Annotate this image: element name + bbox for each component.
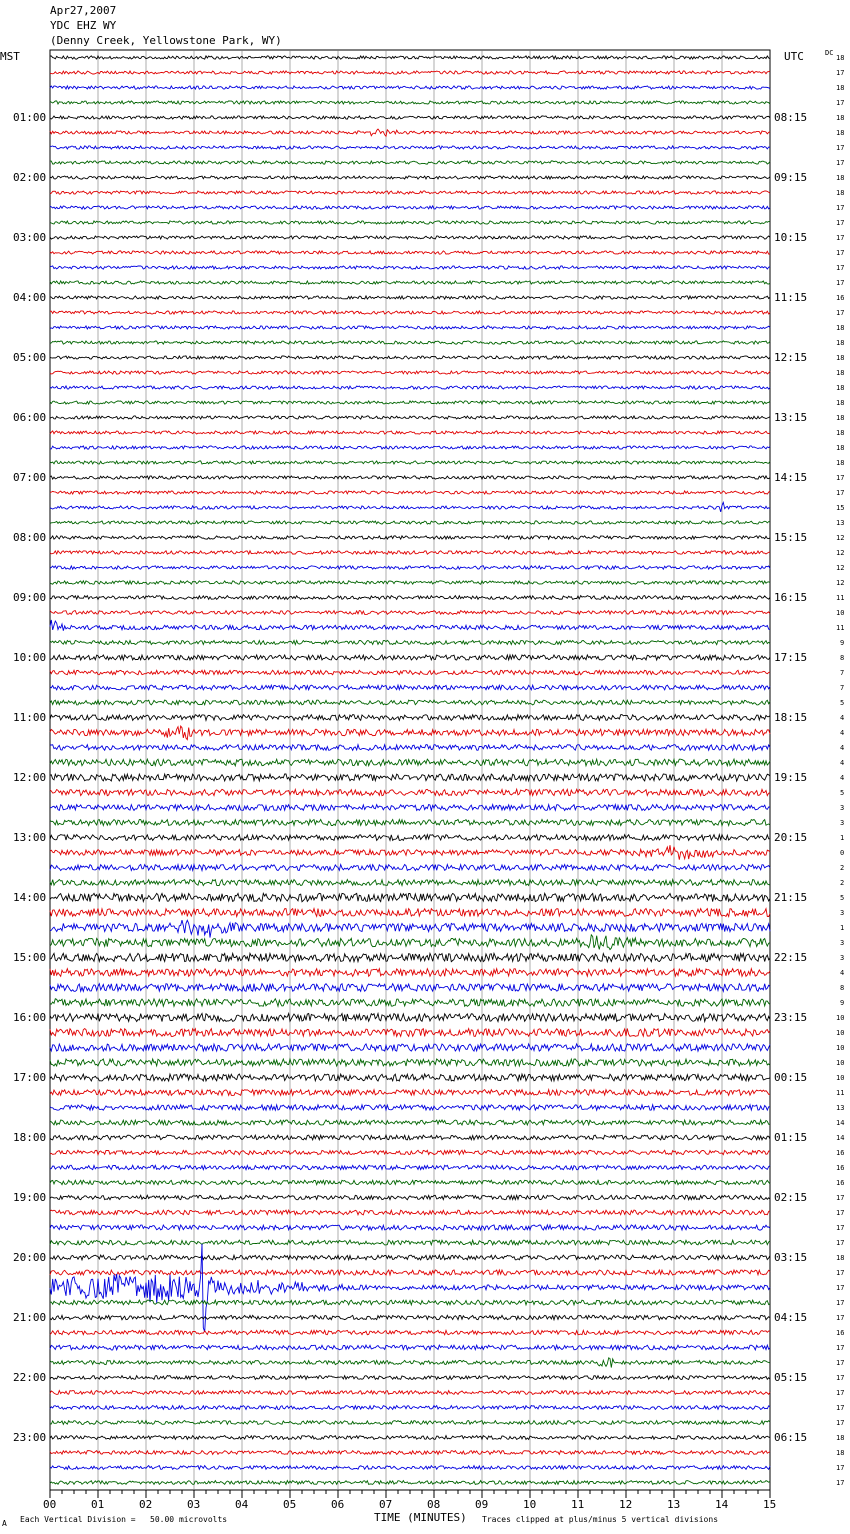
seismic-trace <box>50 1105 770 1110</box>
dc-offset-value: 9 <box>840 998 845 1007</box>
left-hour-label: 16:00 <box>13 1010 47 1024</box>
dc-offset-value: 18 <box>836 458 845 467</box>
left-hour-label: 15:00 <box>13 950 47 964</box>
left-hour-label: 13:00 <box>13 830 47 844</box>
x-tick-label: 13 <box>667 1498 681 1511</box>
seismic-trace <box>50 820 770 826</box>
dc-offset-value: 0 <box>840 848 845 857</box>
dc-offset-value: 16 <box>836 1148 845 1157</box>
right-hour-label: 06:15 <box>774 1430 808 1444</box>
right-hour-label: 12:15 <box>774 350 808 364</box>
dc-offset-value: 18 <box>836 113 845 122</box>
right-hour-label: 16:15 <box>774 590 808 604</box>
dc-offset-value: 7 <box>840 683 845 692</box>
right-hour-label: 01:15 <box>774 1130 808 1144</box>
dc-offset-value: 13 <box>836 1103 845 1112</box>
seismic-trace <box>50 1044 770 1051</box>
left-hour-label: 18:00 <box>13 1130 47 1144</box>
right-hour-label: 00:15 <box>774 1070 808 1084</box>
seismic-trace <box>50 1074 770 1081</box>
left-hour-label: 12:00 <box>13 770 47 784</box>
seismic-trace <box>50 1165 770 1169</box>
dc-offset-value: 2 <box>840 878 845 887</box>
x-tick-label: 15 <box>763 1498 777 1511</box>
dc-offset-value: 17 <box>836 1268 845 1277</box>
right-hour-label: 04:15 <box>774 1310 808 1324</box>
left-timezone-label: MST <box>0 50 20 63</box>
dc-offset-value: 17 <box>836 1388 845 1397</box>
trace-lines <box>50 56 770 1485</box>
seismic-trace <box>50 1195 770 1199</box>
seismic-trace <box>50 1029 770 1037</box>
seismic-trace <box>50 191 770 194</box>
dc-offset-value: 17 <box>836 248 845 257</box>
right-timezone-label: UTC <box>784 50 804 63</box>
seismic-trace <box>50 805 770 811</box>
dc-offset-value: 17 <box>836 143 845 152</box>
seismic-trace <box>50 984 770 992</box>
seismic-trace <box>50 1135 770 1140</box>
dc-offset-value: 18 <box>836 383 845 392</box>
left-hour-label: 08:00 <box>13 530 47 544</box>
dc-offset-value: 13 <box>836 518 845 527</box>
dc-offset-value: 18 <box>836 368 845 377</box>
station-code: YDC EHZ WY <box>50 19 117 32</box>
seismic-trace <box>50 969 770 977</box>
seismic-trace <box>50 759 770 766</box>
dc-offset-value: 12 <box>836 533 845 542</box>
dc-offset-value: 11 <box>836 593 845 602</box>
seismic-trace <box>50 176 770 179</box>
dc-offset-value: 17 <box>836 1193 845 1202</box>
dc-offset-value: 18 <box>836 353 845 362</box>
seismic-trace <box>50 1225 770 1230</box>
dc-offset-value: 14 <box>836 1118 845 1127</box>
seismic-trace <box>50 1059 770 1066</box>
dc-offset-value: 10 <box>836 1028 845 1037</box>
left-hour-label: 22:00 <box>13 1370 47 1384</box>
seismic-trace <box>50 893 770 901</box>
dc-offset-value: 17 <box>836 263 845 272</box>
dc-offset-value: 4 <box>840 968 845 977</box>
dc-offset-value: 10 <box>836 608 845 617</box>
dc-offset-value: 16 <box>836 293 845 302</box>
seismic-trace <box>50 1358 770 1368</box>
seismic-trace <box>50 920 770 938</box>
seismic-trace <box>50 1406 770 1410</box>
dc-offset-value: 17 <box>836 233 845 242</box>
dc-offset-value: 4 <box>840 758 845 767</box>
seismic-trace <box>50 281 770 284</box>
right-hour-label: 11:15 <box>774 290 808 304</box>
seismic-trace <box>50 880 770 886</box>
x-tick-label: 14 <box>715 1498 729 1511</box>
dc-offset-value: 18 <box>836 428 845 437</box>
right-hour-label: 18:15 <box>774 710 808 724</box>
dc-offset-value: 17 <box>836 278 845 287</box>
x-tick-label: 08 <box>427 1498 441 1511</box>
left-hour-label: 03:00 <box>13 230 47 244</box>
left-hour-label: 06:00 <box>13 410 47 424</box>
seismic-trace <box>50 1014 770 1022</box>
seismic-trace <box>50 56 770 59</box>
seismic-trace <box>50 356 770 359</box>
x-tick-label: 11 <box>571 1498 585 1511</box>
dc-offset-value: 12 <box>836 563 845 572</box>
seismic-trace <box>50 1090 770 1096</box>
seismic-trace <box>50 476 770 479</box>
dc-offset-value: 4 <box>840 728 845 737</box>
dc-offset-value: 4 <box>840 773 845 782</box>
x-tick-label: 02 <box>139 1498 153 1511</box>
right-hour-label: 09:15 <box>774 170 808 184</box>
x-tick-label: 05 <box>283 1498 297 1511</box>
seismic-trace <box>50 116 770 119</box>
dc-offset-header: DC <box>825 49 834 57</box>
seismic-trace <box>50 461 770 464</box>
dc-offset-value: 17 <box>836 1283 845 1292</box>
seismic-trace <box>50 129 770 136</box>
seismic-trace <box>50 431 770 434</box>
dc-offset-value: 18 <box>836 1253 845 1262</box>
left-hour-label: 02:00 <box>13 170 47 184</box>
dc-offset-value: 3 <box>840 953 845 962</box>
x-tick-label: 07 <box>379 1498 393 1511</box>
seismic-trace <box>50 700 770 705</box>
left-hour-label: 14:00 <box>13 890 47 904</box>
seismic-trace <box>50 685 770 690</box>
right-hour-label: 20:15 <box>774 830 808 844</box>
seismic-trace <box>50 491 770 494</box>
dc-offset-value: 10 <box>836 1058 845 1067</box>
seismic-trace <box>50 1210 770 1215</box>
seismic-trace <box>50 311 770 314</box>
x-tick-label: 04 <box>235 1498 249 1511</box>
dc-offset-value: 3 <box>840 803 845 812</box>
dc-offset-value: 17 <box>836 218 845 227</box>
dc-offset-value: 4 <box>840 713 845 722</box>
seismic-trace <box>50 446 770 449</box>
left-hour-label: 23:00 <box>13 1430 47 1444</box>
seismic-trace <box>50 1300 770 1305</box>
right-hour-label: 08:15 <box>774 110 808 124</box>
dc-offset-value: 1 <box>840 923 845 932</box>
seismic-trace <box>50 1451 770 1455</box>
seismic-trace <box>50 715 770 721</box>
right-hour-label: 13:15 <box>774 410 808 424</box>
seismic-trace <box>50 161 770 164</box>
seismic-trace <box>50 1240 770 1245</box>
dc-offset-value: 17 <box>836 1478 845 1487</box>
dc-offset-value: 16 <box>836 1328 845 1337</box>
dc-offset-value: 17 <box>836 1373 845 1382</box>
seismic-trace <box>50 386 770 389</box>
dc-offset-value: 11 <box>836 1088 845 1097</box>
seismic-trace <box>50 206 770 209</box>
seismic-trace <box>50 596 770 600</box>
seismic-trace <box>50 655 770 660</box>
right-hour-label: 15:15 <box>774 530 808 544</box>
dc-offset-value: 18 <box>836 338 845 347</box>
dc-offset-value: 5 <box>840 893 845 902</box>
seismic-trace <box>50 1481 770 1485</box>
x-axis-ticks <box>50 1490 770 1498</box>
dc-offset-value: 3 <box>840 908 845 917</box>
x-tick-label: 01 <box>91 1498 105 1511</box>
dc-offset-value: 17 <box>836 1403 845 1412</box>
record-date: Apr27,2007 <box>50 4 117 17</box>
seismic-trace <box>50 566 770 570</box>
seismic-trace <box>50 341 770 344</box>
right-hour-label: 05:15 <box>774 1370 808 1384</box>
dc-offset-value: 17 <box>836 1358 845 1367</box>
x-tick-label: 06 <box>331 1498 345 1511</box>
dc-offset-value: 18 <box>836 83 845 92</box>
dc-offset-value: 10 <box>836 1043 845 1052</box>
dc-offset-value: 15 <box>836 503 845 512</box>
dc-offset-value: 16 <box>836 1163 845 1172</box>
x-axis-title: TIME (MINUTES) <box>374 1511 467 1524</box>
dc-offset-value: 18 <box>836 323 845 332</box>
seismic-trace <box>50 845 770 860</box>
x-tick-label: 03 <box>187 1498 201 1511</box>
left-hour-label: 20:00 <box>13 1250 47 1264</box>
seismic-trace <box>50 1421 770 1425</box>
dc-offset-value: 17 <box>836 203 845 212</box>
seismic-trace <box>50 935 770 950</box>
dc-offset-value: 9 <box>840 638 845 647</box>
x-tick-label: 00 <box>43 1498 57 1511</box>
seismic-trace <box>50 581 770 585</box>
right-hour-label: 19:15 <box>774 770 808 784</box>
seismic-trace <box>50 296 770 299</box>
seismic-trace <box>50 416 770 419</box>
station-location: (Denny Creek, Yellowstone Park, WY) <box>50 34 282 47</box>
left-hour-label: 11:00 <box>13 710 47 724</box>
right-hour-label: 22:15 <box>774 950 808 964</box>
dc-offset-value: 17 <box>836 1298 845 1307</box>
dc-offset-value: 17 <box>836 1238 845 1247</box>
left-hour-label: 01:00 <box>13 110 47 124</box>
dc-offset-value: 17 <box>836 68 845 77</box>
left-hour-label: 21:00 <box>13 1310 47 1324</box>
dc-offset-value: 2 <box>840 863 845 872</box>
dc-offset-value: 11 <box>836 623 845 632</box>
seismic-trace <box>50 1270 770 1275</box>
x-tick-label: 09 <box>475 1498 489 1511</box>
seismic-trace <box>50 1180 770 1184</box>
dc-offset-value: 4 <box>840 743 845 752</box>
dc-offset-value: 17 <box>836 1208 845 1217</box>
dc-offset-value: 1 <box>840 833 845 842</box>
right-hour-label: 23:15 <box>774 1010 808 1024</box>
seismic-trace <box>50 670 770 674</box>
seismic-trace <box>50 236 770 239</box>
seismic-trace <box>50 1436 770 1440</box>
seismic-trace <box>50 86 770 89</box>
dc-offset-value: 18 <box>836 443 845 452</box>
seismic-trace <box>50 1255 770 1260</box>
dc-offset-value: 17 <box>836 1343 845 1352</box>
right-hour-label: 21:15 <box>774 890 808 904</box>
seismic-trace <box>50 611 770 615</box>
dc-offset-value: 17 <box>836 488 845 497</box>
dc-offset-value: 17 <box>836 158 845 167</box>
left-hour-label: 07:00 <box>13 470 47 484</box>
seismic-trace <box>50 536 770 540</box>
seismic-trace <box>50 101 770 104</box>
seismic-trace <box>50 1466 770 1470</box>
dc-offset-value: 17 <box>836 473 845 482</box>
dc-offset-value: 8 <box>840 983 845 992</box>
seismic-trace <box>50 953 770 961</box>
seismic-trace <box>50 1330 770 1334</box>
dc-offset-value: 17 <box>836 1463 845 1472</box>
left-hour-label: 19:00 <box>13 1190 47 1204</box>
dc-offset-value: 18 <box>836 413 845 422</box>
seismic-trace <box>50 909 770 917</box>
seismic-trace <box>50 146 770 149</box>
dc-offset-value: 8 <box>840 653 845 662</box>
x-tick-label: 12 <box>619 1498 633 1511</box>
x-tick-label: 10 <box>523 1498 537 1511</box>
seismic-trace <box>50 1391 770 1395</box>
left-hour-label: 10:00 <box>13 650 47 664</box>
right-hour-label: 10:15 <box>774 230 808 244</box>
dc-offset-value: 18 <box>836 398 845 407</box>
dc-offset-value: 17 <box>836 1418 845 1427</box>
dc-offset-value: 18 <box>836 53 845 62</box>
seismic-trace <box>50 551 770 555</box>
seismic-trace <box>50 521 770 524</box>
seismic-trace <box>50 221 770 224</box>
scale-note: Each Vertical Division = 50.00 microvolts <box>20 1515 228 1524</box>
seismic-trace <box>50 71 770 74</box>
dc-offset-value: 18 <box>836 128 845 137</box>
seismic-trace <box>50 251 770 254</box>
seismic-trace <box>50 326 770 329</box>
dc-offset-value: 10 <box>836 1013 845 1022</box>
clip-note: Traces clipped at plus/minus 5 vertical divisions <box>482 1515 719 1524</box>
seismic-trace <box>50 266 770 269</box>
seismic-trace <box>50 789 770 795</box>
dc-offset-value: 7 <box>840 668 845 677</box>
seismic-trace <box>50 620 770 631</box>
seismic-trace <box>50 726 770 740</box>
seismic-trace <box>50 835 770 841</box>
dc-offset-value: 3 <box>840 818 845 827</box>
seismic-trace <box>50 865 770 871</box>
seismic-trace <box>50 640 770 644</box>
dc-offset-value: 18 <box>836 1433 845 1442</box>
dc-offset-value: 17 <box>836 308 845 317</box>
dc-offset-value: 18 <box>836 188 845 197</box>
left-hour-label: 05:00 <box>13 350 47 364</box>
seismic-trace <box>50 774 770 781</box>
dc-offset-value: 17 <box>836 98 845 107</box>
seismic-trace <box>50 502 770 512</box>
dc-offset-value: 3 <box>840 938 845 947</box>
dc-offset-value: 12 <box>836 548 845 557</box>
seismic-trace <box>50 999 770 1007</box>
right-hour-label: 17:15 <box>774 650 808 664</box>
right-hour-label: 02:15 <box>774 1190 808 1204</box>
dc-offset-value: 5 <box>840 698 845 707</box>
corner-mark: A <box>2 1519 7 1528</box>
right-hour-label: 14:15 <box>774 470 808 484</box>
dc-offset-value: 17 <box>836 1223 845 1232</box>
left-hour-label: 04:00 <box>13 290 47 304</box>
seismic-trace <box>50 371 770 374</box>
seismic-trace <box>50 1376 770 1380</box>
dc-offset-value: 17 <box>836 1313 845 1322</box>
seismic-trace <box>50 1150 770 1154</box>
left-hour-label: 09:00 <box>13 590 47 604</box>
dc-offset-value: 12 <box>836 578 845 587</box>
dc-offset-value: 16 <box>836 1178 845 1187</box>
seismic-trace <box>50 1345 770 1350</box>
left-hour-label: 17:00 <box>13 1070 47 1084</box>
right-hour-label: 03:15 <box>774 1250 808 1264</box>
dc-offset-value: 14 <box>836 1133 845 1142</box>
dc-offset-value: 5 <box>840 788 845 797</box>
dc-offset-value: 18 <box>836 1448 845 1457</box>
seismic-trace <box>50 745 770 751</box>
seismic-trace <box>50 1120 770 1125</box>
seismic-trace <box>50 401 770 404</box>
seismic-trace <box>50 1315 770 1319</box>
dc-offset-value: 18 <box>836 173 845 182</box>
dc-offset-value: 10 <box>836 1073 845 1082</box>
